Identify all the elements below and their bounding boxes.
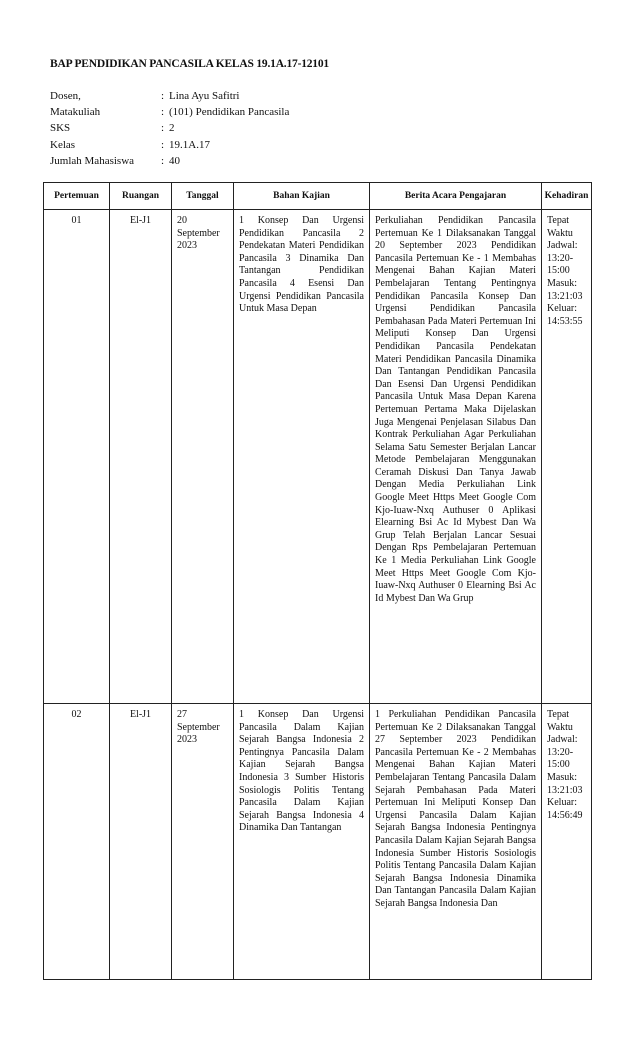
info-label: Kelas xyxy=(50,138,76,151)
info-separator: : xyxy=(161,106,165,119)
cell-text: El-J1 xyxy=(129,709,152,720)
cell-berita-acara xyxy=(370,704,542,980)
cell-pertemuan: 01 xyxy=(44,210,110,704)
cell-kehadiran xyxy=(542,704,592,980)
cell-pertemuan xyxy=(44,704,110,980)
cell-tanggal: 20 September 2023 xyxy=(172,210,234,704)
info-row-dosen xyxy=(50,88,289,104)
header-pertemuan: Pertemuan xyxy=(44,183,110,210)
header-ruangan: Ruangan xyxy=(110,183,172,210)
info-value: 40 xyxy=(169,154,180,167)
info-label: Matakuliah xyxy=(50,106,101,119)
check-out-label: Keluar: xyxy=(547,797,577,809)
cell-text: 02 xyxy=(71,709,82,720)
info-separator: : xyxy=(161,138,165,151)
cell-bahan-kajian: 1 Konsep Dan Urgensi Pendidikan Pancasila 2 Pendekatan Materi Pendidikan Pancasila 3 Dinamika Dan Tantangan Pendidikan Pancasila 4 Esensi Dan Urgensi Pendidikan Pancasila Untuk Masa Depan xyxy=(234,210,370,704)
bap-table xyxy=(43,182,592,980)
course-info xyxy=(50,88,289,169)
attendance-block xyxy=(547,709,586,971)
info-value: 2 xyxy=(169,122,175,135)
info-value: 19.1A.17 xyxy=(169,138,210,151)
cell-ruangan: El-J1 xyxy=(110,210,172,704)
header-berita-acara: Berita Acara Pengajaran xyxy=(370,183,542,210)
info-separator: : xyxy=(161,90,165,102)
info-row-sks xyxy=(50,120,289,136)
header-bahan-kajian: Bahan Kajian xyxy=(234,183,370,210)
attendance-status: Tepat Waktu xyxy=(547,709,573,733)
check-in-time: 13:21:03 xyxy=(547,784,583,796)
cell-berita-acara: Perkuliahan Pendidikan Pancasila Pertemuan Ke 1 Dilaksanakan Tanggal 20 September 2023 Pendidikan Pancasila Pertemuan Ke - 1 Membahas Mengenai Bahan Kajian Materi Pembelajaran Tentang Pentingnya Pendidikan Pancasila Konsep Dan Urgensi Pendidikan Pancasila Pembahasan Pada Materi Pertemuan Ini Meliputi Konsep Dan Urgensi Pendidikan Pancasila Pendekatan Materi Pendidikan Pancasila Dinamika Dan Tantangan Pendidikan Pancasila Dan Esensi Dan Urgensi Pendidikan Pancasila Untuk Masa Depan Karena Pertemuan Pertama Maka Dijelaskan Juga Mengenai Penjelasan Silabus Dan Kontrak Perkuliahan Agar Perkuliahan Selama Satu Semester Berjalan Lancar Metode Pembelajaran Menggunakan Ceramah Diskusi Dan Tanya Jawab Dengan Media Perkuliahan Link Google Meet Https Meet Google Com Kjo-Iuaw-Nxq Authuser 0 Aplikasi Elearning Bsi Ac Id Mybest Dan Wa Grup Telah Berjalan Lancar Sesuai Dengan Rps Pembelajaran Pertemuan Ke 1 Media Perkuliahan Link Google Meet Https Meet Google Com Kjo-Iuaw-Nxq Authuser 0 Elearning Bsi Ac Id Mybest Dan Wa Grup xyxy=(370,210,542,704)
check-out-label: Keluar: xyxy=(547,303,577,315)
info-row-kelas xyxy=(50,137,289,153)
cell-kehadiran xyxy=(542,210,592,704)
schedule-label: Jadwal: xyxy=(547,734,578,746)
cell-ruangan xyxy=(110,704,172,980)
check-out-time: 14:56:49 xyxy=(547,809,583,821)
table-row xyxy=(44,210,592,704)
table-row xyxy=(44,704,592,980)
info-label: Dosen, xyxy=(50,90,81,102)
cell-text: 1 Konsep Dan Urgensi Pancasila Dalam Kajian Sejarah Bangsa Indonesia 2 Pentingnya Pancasila Dalam Kajian Sejarah Bangsa Indonesia 3 Sumber Historis Sosiologis Politis Tentang Pancasila Dalam Kajian Sejarah Bangsa Indonesia 4 Dinamika Dan Tantangan xyxy=(239,709,364,834)
cell-bahan-kajian xyxy=(234,704,370,980)
cell-text: 1 Perkuliahan Pendidikan Pancasila Pertemuan Ke 2 Dilaksanakan Tanggal 27 September 2023 Pendidikan Pancasila Pertemuan Ke - 2 Membahas Mengenai Bahan Kajian Materi Pembelajaran Tentang Pancasila Dalam Sejarah Pembahasan Pada Materi Pertemuan Ini Meliputi Konsep Dan Urgensi Pancasila Dalam Kajian Sejarah Bangsa Indonesia Pentingnya Pancasila Dalam Kajian Sejarah Bangsa Indonesia Sumber Historis Sosiologis Politis Tentang Pancasila Dalam Kajian Sejarah Bangsa Indonesia Dinamika Dan Tantangan Pancasila Dalam Kajian Sejarah Bangsa Indonesia Dan xyxy=(375,709,536,909)
document-title: BAP PENDIDIKAN PANCASILA KELAS 19.1A.17-12101 xyxy=(50,58,329,70)
cell-text: 27 September 2023 xyxy=(177,709,220,746)
info-value: Lina Ayu Safitri xyxy=(169,90,240,102)
info-row-jumlah-mahasiswa xyxy=(50,153,289,169)
info-label: Jumlah Mahasiswa xyxy=(50,154,135,167)
info-label: SKS xyxy=(50,122,71,135)
info-value: (101) Pendidikan Pancasila xyxy=(169,106,290,119)
check-in-label: Masuk: xyxy=(547,771,577,783)
header-kehadiran: Kehadiran xyxy=(542,183,592,210)
check-in-label: Masuk: xyxy=(547,277,577,289)
info-row-matakuliah xyxy=(50,104,289,120)
info-separator: : xyxy=(161,154,165,167)
schedule-time: 13:20-15:00 xyxy=(547,252,574,277)
schedule-time: 13:20-15:00 xyxy=(547,746,574,771)
table-header-row xyxy=(44,183,592,210)
header-tanggal: Tanggal xyxy=(172,183,234,210)
cell-tanggal xyxy=(172,704,234,980)
check-in-time: 13:21:03 xyxy=(547,290,583,302)
info-separator: : xyxy=(161,122,165,135)
check-out-time: 14:53:55 xyxy=(547,315,583,327)
schedule-label: Jadwal: xyxy=(547,240,578,252)
attendance-status: Tepat Waktu xyxy=(547,215,573,239)
